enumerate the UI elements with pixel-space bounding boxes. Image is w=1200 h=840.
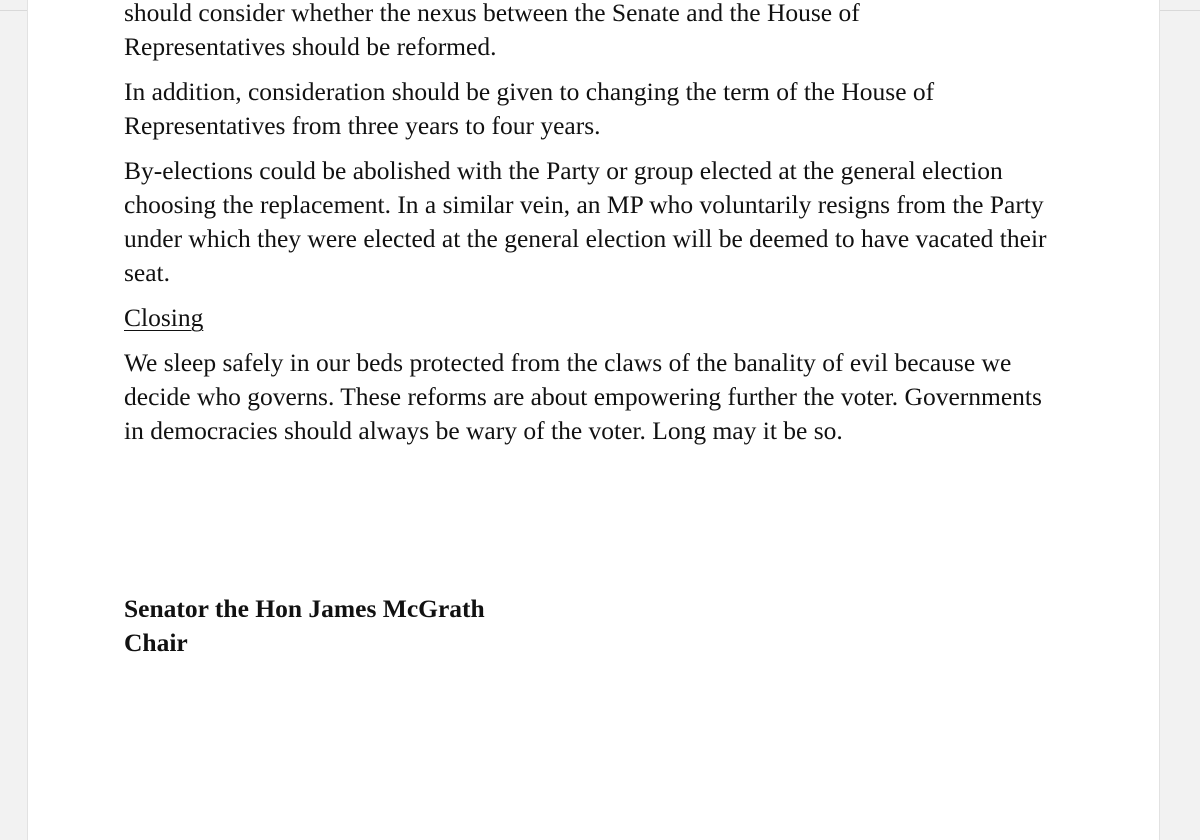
paragraph-nexus-line1: should consider whether the nexus between the Senate and the House of: [124, 0, 860, 27]
paragraph-nexus-line2: Representatives should be reformed.: [124, 32, 497, 61]
paragraph-by-elections: By-elections could be abolished with the Party or group elected at the general election choosing the replacement. In a similar vein, an MP who voluntarily resigns from the Party under which they were elected at the general election will be deemed to have vacated their seat.: [124, 156, 1047, 287]
page-content: [124, 0, 1054, 459]
signature-name: Senator the Hon James McGrath: [124, 594, 485, 623]
signature-block: [124, 592, 485, 660]
paragraph-closing: We sleep safely in our beds protected from the claws of the banality of evil because we decide who governs. These reforms are about empowering further the voter. Governments in democracies should always be wary of the voter. Long may it be so.: [124, 348, 1042, 445]
closing-heading: Closing: [124, 303, 204, 332]
document-page: [27, 0, 1160, 840]
paragraph-term: In addition, consideration should be given to changing the term of the House of Representatives from three years to four years.: [124, 77, 935, 140]
signature-title: Chair: [124, 628, 188, 657]
